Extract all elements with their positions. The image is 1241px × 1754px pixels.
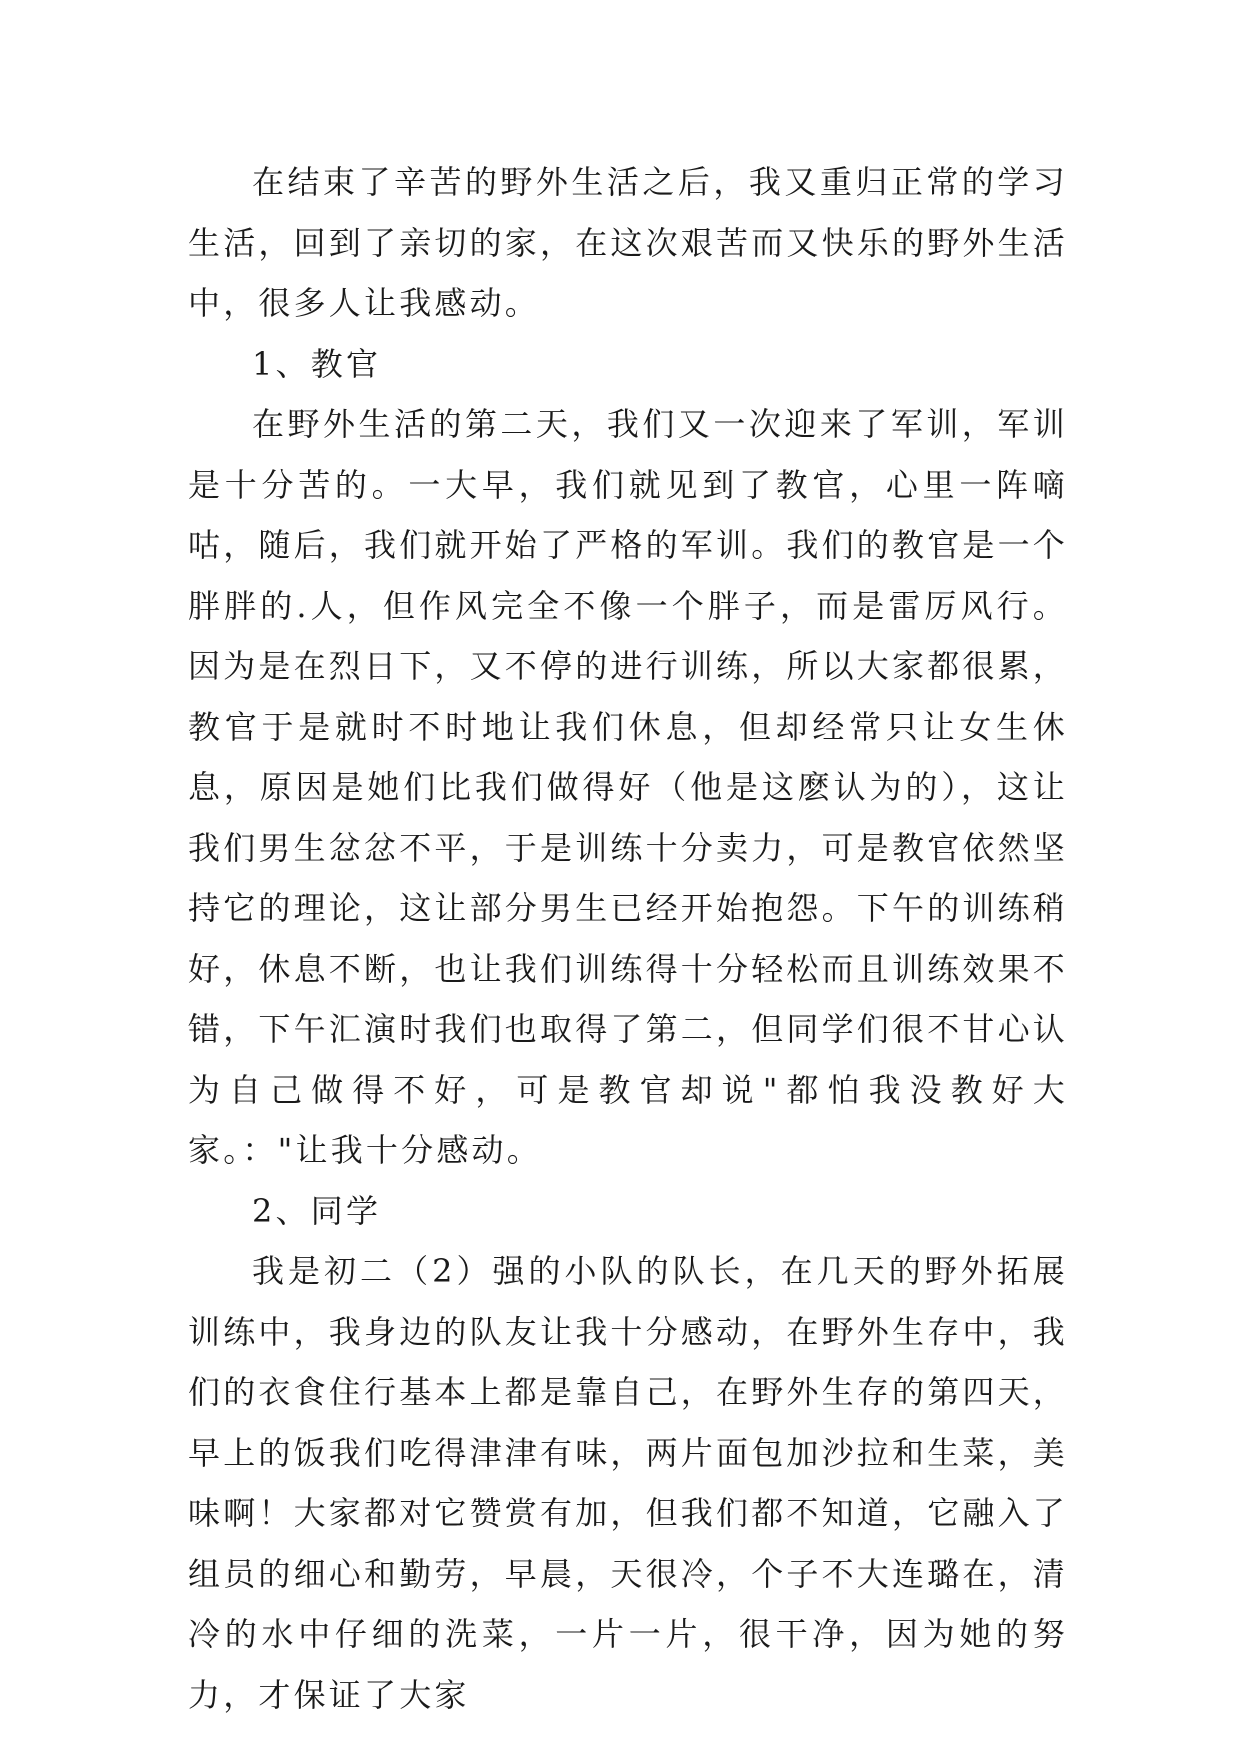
section-heading-classmates: 2、同学 (252, 1191, 382, 1230)
paragraph-intro: 在结束了辛苦的野外生活之后，我又重归正常的学习生活，回到了亲切的家，在这次艰苦而又快乐的野外生活中，很多人让我感动。 (188, 163, 1069, 322)
paragraph-classmates: 我是初二（2）强的小队的队长，在几天的野外拓展训练中，我身边的队友让我十分感动，在野外生存中，我们的衣食住行基本上都是靠自己，在野外生存的第四天，早上的饭我们吃得津津有味，两片面包加沙拉和生菜，美味啊！大家都对它赞赏有加，但我们都不知道，它融入了组员的细心和勤劳，早晨，天很冷，个子不大连璐在，清冷的水中仔细的洗菜，一片一片，很干净，因为她的努力，才保证了大家 (188, 1252, 1069, 1714)
paragraph-instructor: 在野外生活的第二天，我们又一次迎来了军训，军训是十分苦的。一大早，我们就见到了教官，心里一阵嘀咕，随后，我们就开始了严格的军训。我们的教官是一个胖胖的.人，但作风完全不像一个胖子，而是雷厉风行。因为是在烈日下，又不停的进行训练，所以大家都很累，教官于是就时不时地让我们休息，但却经常只让女生休息，原因是她们比我们做得好（他是这麽认为的），这让我们男生忿忿不平，于是训练十分卖力，可是教官依然坚持它的理论，这让部分男生已经开始抱怨。下午的训练稍好，休息不断，也让我们训练得十分轻松而且训练效果不错，下午汇演时我们也取得了第二，但同学们很不甘心认为自己做得不好，可是教官却说"都怕我没教好大家。："让我十分感动。 (188, 405, 1069, 1169)
section-heading-instructor: 1、教官 (252, 344, 382, 383)
document-body (188, 152, 1068, 1725)
